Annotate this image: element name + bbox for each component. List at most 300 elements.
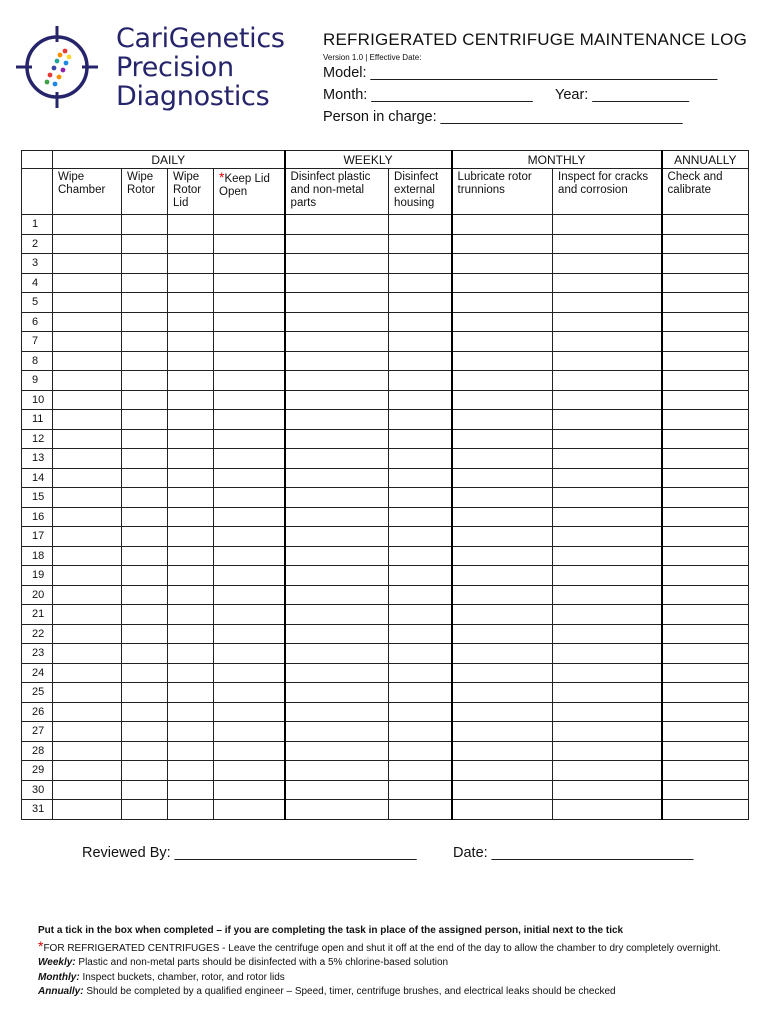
tick-cell[interactable] xyxy=(389,644,452,664)
tick-cell[interactable] xyxy=(122,527,168,547)
tick-cell[interactable] xyxy=(389,585,452,605)
tick-cell[interactable] xyxy=(122,702,168,722)
tick-cell[interactable] xyxy=(168,488,214,508)
tick-cell[interactable] xyxy=(53,449,122,469)
tick-cell[interactable] xyxy=(553,546,662,566)
tick-cell[interactable] xyxy=(214,761,285,781)
tick-cell[interactable] xyxy=(662,371,749,391)
tick-cell[interactable] xyxy=(662,507,749,527)
tick-cell[interactable] xyxy=(285,312,389,332)
tick-cell[interactable] xyxy=(53,273,122,293)
tick-cell[interactable] xyxy=(553,215,662,235)
tick-cell[interactable] xyxy=(452,741,553,761)
tick-cell[interactable] xyxy=(168,741,214,761)
tick-cell[interactable] xyxy=(168,332,214,352)
tick-cell[interactable] xyxy=(662,254,749,274)
tick-cell[interactable] xyxy=(53,293,122,313)
tick-cell[interactable] xyxy=(389,546,452,566)
tick-cell[interactable] xyxy=(214,683,285,703)
tick-cell[interactable] xyxy=(168,702,214,722)
tick-cell[interactable] xyxy=(389,741,452,761)
tick-cell[interactable] xyxy=(389,234,452,254)
tick-cell[interactable] xyxy=(122,390,168,410)
tick-cell[interactable] xyxy=(285,624,389,644)
tick-cell[interactable] xyxy=(662,644,749,664)
tick-cell[interactable] xyxy=(452,800,553,820)
tick-cell[interactable] xyxy=(285,488,389,508)
tick-cell[interactable] xyxy=(168,215,214,235)
tick-cell[interactable] xyxy=(553,273,662,293)
tick-cell[interactable] xyxy=(662,410,749,430)
tick-cell[interactable] xyxy=(662,566,749,586)
year-field[interactable]: Year: ____________ xyxy=(555,87,690,103)
tick-cell[interactable] xyxy=(122,410,168,430)
tick-cell[interactable] xyxy=(214,351,285,371)
tick-cell[interactable] xyxy=(168,293,214,313)
tick-cell[interactable] xyxy=(285,215,389,235)
tick-cell[interactable] xyxy=(53,566,122,586)
tick-cell[interactable] xyxy=(214,215,285,235)
tick-cell[interactable] xyxy=(122,507,168,527)
tick-cell[interactable] xyxy=(553,351,662,371)
tick-cell[interactable] xyxy=(389,371,452,391)
tick-cell[interactable] xyxy=(122,332,168,352)
tick-cell[interactable] xyxy=(553,449,662,469)
tick-cell[interactable] xyxy=(53,371,122,391)
tick-cell[interactable] xyxy=(53,585,122,605)
tick-cell[interactable] xyxy=(214,312,285,332)
tick-cell[interactable] xyxy=(452,371,553,391)
tick-cell[interactable] xyxy=(122,761,168,781)
tick-cell[interactable] xyxy=(285,449,389,469)
tick-cell[interactable] xyxy=(662,761,749,781)
tick-cell[interactable] xyxy=(214,449,285,469)
tick-cell[interactable] xyxy=(553,312,662,332)
tick-cell[interactable] xyxy=(214,566,285,586)
tick-cell[interactable] xyxy=(452,702,553,722)
tick-cell[interactable] xyxy=(53,312,122,332)
tick-cell[interactable] xyxy=(452,254,553,274)
tick-cell[interactable] xyxy=(389,624,452,644)
tick-cell[interactable] xyxy=(168,585,214,605)
tick-cell[interactable] xyxy=(553,234,662,254)
tick-cell[interactable] xyxy=(553,410,662,430)
tick-cell[interactable] xyxy=(662,351,749,371)
month-field[interactable]: Month: ____________________ xyxy=(323,87,533,103)
tick-cell[interactable] xyxy=(285,468,389,488)
tick-cell[interactable] xyxy=(168,312,214,332)
tick-cell[interactable] xyxy=(662,488,749,508)
tick-cell[interactable] xyxy=(168,546,214,566)
tick-cell[interactable] xyxy=(53,722,122,742)
tick-cell[interactable] xyxy=(53,488,122,508)
day-number: 5 xyxy=(22,293,53,313)
tick-cell[interactable] xyxy=(214,527,285,547)
tick-cell[interactable] xyxy=(662,741,749,761)
tick-cell[interactable] xyxy=(285,741,389,761)
table-row xyxy=(22,488,749,508)
tick-cell[interactable] xyxy=(53,351,122,371)
tick-cell[interactable] xyxy=(122,234,168,254)
tick-cell[interactable] xyxy=(285,410,389,430)
tick-cell[interactable] xyxy=(452,722,553,742)
tick-cell[interactable] xyxy=(662,332,749,352)
tick-cell[interactable] xyxy=(285,273,389,293)
tick-cell[interactable] xyxy=(122,566,168,586)
tick-cell[interactable] xyxy=(452,546,553,566)
tick-cell[interactable] xyxy=(389,332,452,352)
reviewed-by-field[interactable]: Reviewed By: ______________________________ xyxy=(82,845,417,861)
tick-cell[interactable] xyxy=(53,546,122,566)
tick-cell[interactable] xyxy=(53,741,122,761)
tick-cell[interactable] xyxy=(553,663,662,683)
tick-cell[interactable] xyxy=(214,234,285,254)
tick-cell[interactable] xyxy=(122,449,168,469)
tick-cell[interactable] xyxy=(53,683,122,703)
tick-cell[interactable] xyxy=(452,293,553,313)
tick-cell[interactable] xyxy=(662,585,749,605)
tick-cell[interactable] xyxy=(122,644,168,664)
tick-cell[interactable] xyxy=(214,293,285,313)
tick-cell[interactable] xyxy=(662,800,749,820)
tick-cell[interactable] xyxy=(452,468,553,488)
tick-cell[interactable] xyxy=(53,254,122,274)
tick-cell[interactable] xyxy=(452,234,553,254)
tick-cell[interactable] xyxy=(662,273,749,293)
tick-cell[interactable] xyxy=(168,371,214,391)
tick-cell[interactable] xyxy=(452,410,553,430)
tick-cell[interactable] xyxy=(662,702,749,722)
tick-cell[interactable] xyxy=(553,605,662,625)
tick-cell[interactable] xyxy=(452,332,553,352)
group-annually: ANNUALLY xyxy=(662,151,749,169)
tick-cell[interactable] xyxy=(122,429,168,449)
tick-cell[interactable] xyxy=(53,527,122,547)
tick-cell[interactable] xyxy=(662,293,749,313)
tick-cell[interactable] xyxy=(214,390,285,410)
tick-cell[interactable] xyxy=(122,780,168,800)
tick-cell[interactable] xyxy=(122,273,168,293)
tick-cell[interactable] xyxy=(389,410,452,430)
tick-cell[interactable] xyxy=(452,273,553,293)
tick-cell[interactable] xyxy=(122,624,168,644)
tick-cell[interactable] xyxy=(122,546,168,566)
tick-cell[interactable] xyxy=(553,741,662,761)
tick-cell[interactable] xyxy=(214,410,285,430)
tick-cell[interactable] xyxy=(389,605,452,625)
table-row xyxy=(22,566,749,586)
tick-cell[interactable] xyxy=(122,741,168,761)
tick-cell[interactable] xyxy=(214,644,285,664)
tick-cell[interactable] xyxy=(452,683,553,703)
tick-cell[interactable] xyxy=(285,761,389,781)
tick-cell[interactable] xyxy=(553,780,662,800)
tick-cell[interactable] xyxy=(285,429,389,449)
tick-cell[interactable] xyxy=(452,780,553,800)
tick-cell[interactable] xyxy=(662,215,749,235)
refrigerated-note xyxy=(38,939,738,957)
tick-cell[interactable] xyxy=(285,546,389,566)
tick-cell[interactable] xyxy=(553,644,662,664)
tick-cell[interactable] xyxy=(214,722,285,742)
tick-cell[interactable] xyxy=(553,429,662,449)
tick-cell[interactable] xyxy=(168,761,214,781)
tick-cell[interactable] xyxy=(214,488,285,508)
tick-cell[interactable] xyxy=(53,234,122,254)
tick-cell[interactable] xyxy=(214,741,285,761)
tick-cell[interactable] xyxy=(662,624,749,644)
tick-cell[interactable] xyxy=(452,488,553,508)
tick-cell[interactable] xyxy=(389,215,452,235)
tick-cell[interactable] xyxy=(553,683,662,703)
tick-cell[interactable] xyxy=(389,390,452,410)
tick-cell[interactable] xyxy=(214,273,285,293)
tick-cell[interactable] xyxy=(122,585,168,605)
tick-cell[interactable] xyxy=(214,605,285,625)
tick-cell[interactable] xyxy=(452,507,553,527)
tick-cell[interactable] xyxy=(53,605,122,625)
tick-cell[interactable] xyxy=(389,566,452,586)
tick-cell[interactable] xyxy=(168,410,214,430)
tick-cell[interactable] xyxy=(452,215,553,235)
tick-cell[interactable] xyxy=(53,410,122,430)
tick-cell[interactable] xyxy=(168,605,214,625)
tick-cell[interactable] xyxy=(452,527,553,547)
tick-cell[interactable] xyxy=(662,234,749,254)
tick-cell[interactable] xyxy=(168,722,214,742)
table-row xyxy=(22,371,749,391)
tick-cell[interactable] xyxy=(285,390,389,410)
tick-cell[interactable] xyxy=(389,468,452,488)
tick-cell[interactable] xyxy=(662,449,749,469)
tick-cell[interactable] xyxy=(389,254,452,274)
tick-cell[interactable] xyxy=(53,761,122,781)
tick-cell[interactable] xyxy=(553,527,662,547)
tick-cell[interactable] xyxy=(168,390,214,410)
tick-cell[interactable] xyxy=(452,312,553,332)
tick-cell[interactable] xyxy=(53,644,122,664)
tick-cell[interactable] xyxy=(389,293,452,313)
tick-cell[interactable] xyxy=(168,273,214,293)
tick-cell[interactable] xyxy=(452,566,553,586)
tick-cell[interactable] xyxy=(122,293,168,313)
tick-cell[interactable] xyxy=(53,429,122,449)
tick-cell[interactable] xyxy=(168,351,214,371)
tick-cell[interactable] xyxy=(389,683,452,703)
tick-cell[interactable] xyxy=(389,702,452,722)
tick-cell[interactable] xyxy=(122,215,168,235)
tick-cell[interactable] xyxy=(168,468,214,488)
tick-cell[interactable] xyxy=(214,585,285,605)
tick-cell[interactable] xyxy=(168,527,214,547)
tick-cell[interactable] xyxy=(214,429,285,449)
tick-cell[interactable] xyxy=(285,507,389,527)
tick-cell[interactable] xyxy=(122,605,168,625)
tick-cell[interactable] xyxy=(168,780,214,800)
day-number: 22 xyxy=(22,624,53,644)
tick-cell[interactable] xyxy=(553,722,662,742)
tick-cell[interactable] xyxy=(389,800,452,820)
tick-cell[interactable] xyxy=(122,800,168,820)
tick-cell[interactable] xyxy=(662,429,749,449)
tick-cell[interactable] xyxy=(389,722,452,742)
col-wipe-rotor-lid: Wipe Rotor Lid xyxy=(168,169,214,215)
tick-cell[interactable] xyxy=(285,585,389,605)
tick-cell[interactable] xyxy=(553,761,662,781)
tick-cell[interactable] xyxy=(122,468,168,488)
tick-cell[interactable] xyxy=(662,683,749,703)
tick-cell[interactable] xyxy=(168,624,214,644)
tick-cell[interactable] xyxy=(122,371,168,391)
tick-cell[interactable] xyxy=(214,546,285,566)
tick-cell[interactable] xyxy=(389,429,452,449)
tick-cell[interactable] xyxy=(553,702,662,722)
tick-cell[interactable] xyxy=(452,390,553,410)
tick-cell[interactable] xyxy=(168,254,214,274)
tick-cell[interactable] xyxy=(53,390,122,410)
tick-cell[interactable] xyxy=(452,351,553,371)
tick-cell[interactable] xyxy=(122,683,168,703)
tick-cell[interactable] xyxy=(285,566,389,586)
tick-cell[interactable] xyxy=(285,371,389,391)
tick-cell[interactable] xyxy=(53,800,122,820)
tick-cell[interactable] xyxy=(214,702,285,722)
tick-cell[interactable] xyxy=(168,663,214,683)
tick-cell[interactable] xyxy=(452,585,553,605)
tick-cell[interactable] xyxy=(452,624,553,644)
tick-cell[interactable] xyxy=(122,722,168,742)
tick-cell[interactable] xyxy=(285,605,389,625)
tick-cell[interactable] xyxy=(214,332,285,352)
tick-cell[interactable] xyxy=(285,293,389,313)
tick-cell[interactable] xyxy=(285,527,389,547)
corner-cell xyxy=(22,169,53,215)
tick-cell[interactable] xyxy=(553,624,662,644)
tick-cell[interactable] xyxy=(285,254,389,274)
review-date-field[interactable]: Date: _________________________ xyxy=(453,845,694,861)
tick-cell[interactable] xyxy=(553,371,662,391)
tick-cell[interactable] xyxy=(553,566,662,586)
tick-cell[interactable] xyxy=(168,566,214,586)
tick-cell[interactable] xyxy=(285,663,389,683)
table-row xyxy=(22,254,749,274)
tick-cell[interactable] xyxy=(168,449,214,469)
model-field[interactable]: Model: ___________________________________________ xyxy=(323,65,718,81)
tick-cell[interactable] xyxy=(553,254,662,274)
tick-cell[interactable] xyxy=(662,468,749,488)
tick-cell[interactable] xyxy=(553,390,662,410)
tick-cell[interactable] xyxy=(122,663,168,683)
tick-cell[interactable] xyxy=(285,351,389,371)
tick-cell[interactable] xyxy=(452,605,553,625)
tick-cell[interactable] xyxy=(214,254,285,274)
tick-cell[interactable] xyxy=(285,800,389,820)
tick-cell[interactable] xyxy=(214,780,285,800)
tick-cell[interactable] xyxy=(168,234,214,254)
tick-cell[interactable] xyxy=(168,429,214,449)
tick-cell[interactable] xyxy=(389,273,452,293)
tick-cell[interactable] xyxy=(285,644,389,664)
tick-cell[interactable] xyxy=(285,780,389,800)
tick-cell[interactable] xyxy=(168,644,214,664)
tick-cell[interactable] xyxy=(214,663,285,683)
tick-cell[interactable] xyxy=(389,761,452,781)
tick-cell[interactable] xyxy=(389,507,452,527)
tick-cell[interactable] xyxy=(122,488,168,508)
table-row xyxy=(22,449,749,469)
tick-cell[interactable] xyxy=(53,332,122,352)
tick-cell[interactable] xyxy=(389,663,452,683)
tick-cell[interactable] xyxy=(553,293,662,313)
tick-cell[interactable] xyxy=(389,312,452,332)
tick-cell[interactable] xyxy=(389,488,452,508)
tick-cell[interactable] xyxy=(662,663,749,683)
tick-cell[interactable] xyxy=(168,800,214,820)
tick-cell[interactable] xyxy=(168,683,214,703)
tick-cell[interactable] xyxy=(214,507,285,527)
tick-cell[interactable] xyxy=(452,429,553,449)
table-row xyxy=(22,702,749,722)
tick-cell[interactable] xyxy=(662,722,749,742)
tick-cell[interactable] xyxy=(53,702,122,722)
tick-cell[interactable] xyxy=(122,351,168,371)
tick-cell[interactable] xyxy=(389,527,452,547)
tick-cell[interactable] xyxy=(553,800,662,820)
tick-cell[interactable] xyxy=(553,332,662,352)
tick-cell[interactable] xyxy=(53,507,122,527)
tick-cell[interactable] xyxy=(53,215,122,235)
tick-cell[interactable] xyxy=(214,371,285,391)
tick-cell[interactable] xyxy=(214,624,285,644)
tick-cell[interactable] xyxy=(285,332,389,352)
tick-cell[interactable] xyxy=(662,527,749,547)
tick-cell[interactable] xyxy=(285,702,389,722)
tick-cell[interactable] xyxy=(389,449,452,469)
tick-cell[interactable] xyxy=(285,683,389,703)
tick-cell[interactable] xyxy=(389,351,452,371)
tick-cell[interactable] xyxy=(285,234,389,254)
tick-cell[interactable] xyxy=(553,507,662,527)
tick-cell[interactable] xyxy=(452,644,553,664)
tick-cell[interactable] xyxy=(553,468,662,488)
tick-cell[interactable] xyxy=(452,663,553,683)
tick-cell[interactable] xyxy=(662,546,749,566)
tick-cell[interactable] xyxy=(285,722,389,742)
tick-cell[interactable] xyxy=(452,761,553,781)
tick-cell[interactable] xyxy=(389,780,452,800)
tick-cell[interactable] xyxy=(214,800,285,820)
tick-cell[interactable] xyxy=(53,780,122,800)
tick-cell[interactable] xyxy=(452,449,553,469)
tick-cell[interactable] xyxy=(662,390,749,410)
tick-cell[interactable] xyxy=(53,663,122,683)
tick-cell[interactable] xyxy=(553,585,662,605)
tick-cell[interactable] xyxy=(214,468,285,488)
day-number: 15 xyxy=(22,488,53,508)
tick-cell[interactable] xyxy=(168,507,214,527)
tick-cell[interactable] xyxy=(122,312,168,332)
tick-cell[interactable] xyxy=(662,605,749,625)
tick-cell[interactable] xyxy=(662,312,749,332)
tick-cell[interactable] xyxy=(53,468,122,488)
tick-cell[interactable] xyxy=(553,488,662,508)
tick-cell[interactable] xyxy=(662,780,749,800)
person-in-charge-field[interactable]: Person in charge: ______________________________ xyxy=(323,109,683,125)
tick-cell[interactable] xyxy=(122,254,168,274)
tick-cell[interactable] xyxy=(53,624,122,644)
group-weekly: WEEKLY xyxy=(285,151,452,169)
corner-cell xyxy=(22,151,53,169)
